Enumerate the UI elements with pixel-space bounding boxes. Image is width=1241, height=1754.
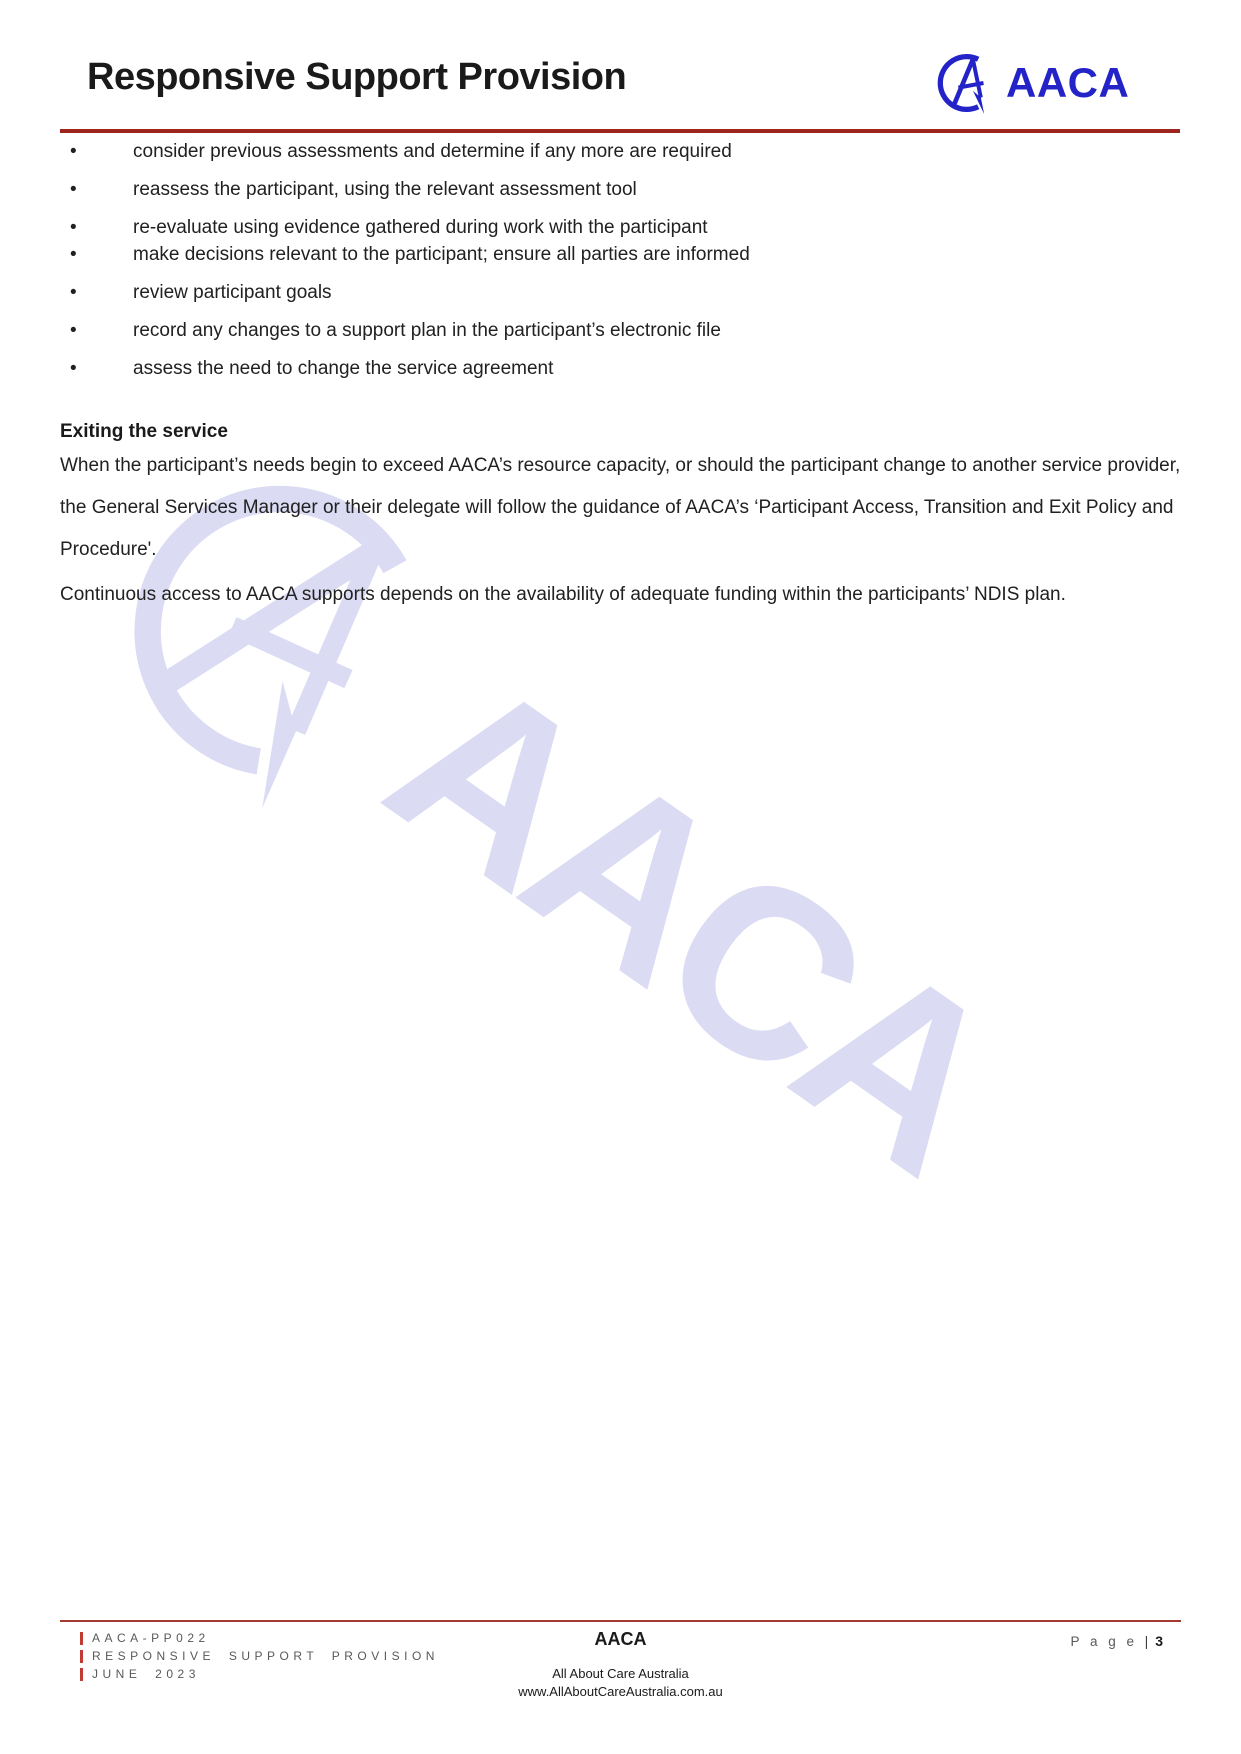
page-title: Responsive Support Provision	[87, 56, 627, 98]
section-paragraph: Continuous access to AACA supports depends on the availability of adequate funding within the participants’ NDIS plan.	[60, 584, 1066, 605]
bullet-icon: •	[70, 179, 77, 200]
bullet-list	[60, 138, 1180, 393]
list-item-text: assess the need to change the service agreement	[133, 358, 554, 379]
list-item	[60, 355, 1180, 382]
bullet-icon: •	[70, 282, 77, 303]
aaca-logo-icon	[932, 50, 998, 116]
list-item-text: record any changes to a support plan in the participant’s electronic file	[133, 320, 721, 341]
title-rule-divider	[60, 129, 1180, 133]
list-item	[60, 279, 1180, 306]
footer-page-number	[1071, 1633, 1163, 1649]
footer-org-url: www.AllAboutCareAustralia.com.au	[518, 1684, 723, 1700]
aaca-logo-text: AACA	[1006, 59, 1130, 106]
bullet-icon: •	[70, 320, 77, 341]
bullet-icon: •	[70, 217, 77, 238]
list-item-text: make decisions relevant to the participant; ensure all parties are informed	[133, 244, 750, 265]
watermark-text: AACA	[345, 621, 1042, 1221]
aaca-logo	[932, 50, 1129, 116]
footer-organization	[0, 1629, 1241, 1700]
footer-rule-divider	[60, 1620, 1181, 1622]
section-heading: Exiting the service	[60, 421, 228, 442]
list-item-text: re-evaluate using evidence gathered during work with the participant	[133, 217, 708, 238]
list-item	[60, 214, 1180, 241]
list-item-text: reassess the participant, using the relevant assessment tool	[133, 179, 637, 200]
list-item	[60, 241, 1180, 268]
list-item	[60, 317, 1180, 344]
footer-org-full: All About Care Australia	[552, 1665, 689, 1681]
footer-doc-title: RESPONSIVE SUPPORT PROVISION	[92, 1649, 439, 1663]
list-item	[60, 138, 1180, 165]
bullet-icon: •	[70, 141, 77, 162]
footer-org-short: AACA	[594, 1629, 647, 1649]
footer-doc-id: AACA-PP022	[92, 1631, 210, 1645]
footer-doc-date: JUNE 2023	[92, 1667, 200, 1681]
bullet-icon: •	[70, 244, 77, 265]
page-separator: |	[1144, 1633, 1149, 1649]
page-label: P a g e	[1070, 1634, 1138, 1649]
bullet-icon: •	[70, 358, 77, 379]
section-exiting-the-service	[60, 418, 1182, 616]
list-item-text: review participant goals	[133, 282, 332, 303]
page-number: 3	[1155, 1633, 1163, 1649]
list-item	[60, 176, 1180, 203]
list-item-text: consider previous assessments and determine if any more are required	[133, 141, 732, 162]
section-paragraph: When the participant’s needs begin to exceed AACA’s resource capacity, or should the participant change to another service provider, the General Services Manager or their delegate will follow the guidance of AACA’s ‘Participant Access, Transition and Exit Policy and Procedure'.	[60, 455, 1181, 560]
